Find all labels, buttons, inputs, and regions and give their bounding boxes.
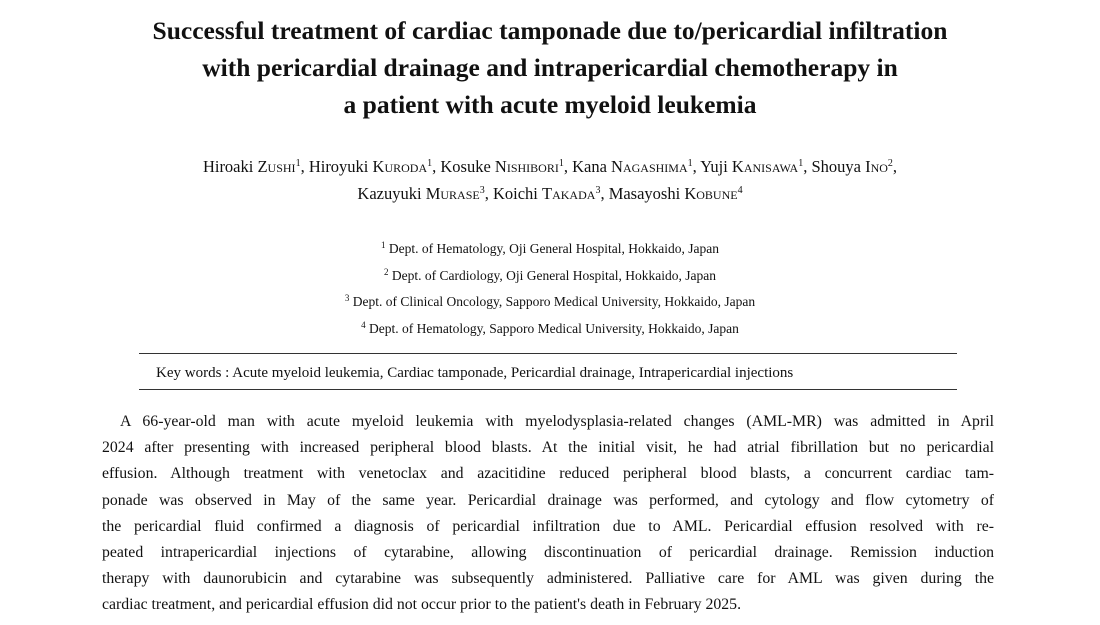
abstract-line: ponade was observed in May of the same year. Pericardial drainage was performed, and cytology and flow cytometry of (102, 491, 994, 509)
author: Kazuyuki Murase$^3$, (357, 184, 493, 203)
abstract-line: the pericardial fluid confirmed a diagnosis of pericardial infiltration due to AML. Pericardial effusion resolved with re- (102, 517, 994, 535)
affiliation-marker: 3 (595, 185, 601, 196)
affiliation-number: 1 (380, 240, 386, 250)
affiliation-list (0, 236, 1100, 342)
affiliation-marker: 1 (798, 158, 804, 169)
author-line (0, 180, 1100, 207)
author: Hiroaki Zushi$^1$, (202, 157, 309, 176)
affiliation: $^3$ Dept. of Clinical Oncology, Sapporo Medical University, Hokkaido, Japan (344, 293, 756, 309)
keywords-bottom-divider (139, 389, 957, 390)
author: Masayoshi Kobune$^4$ (608, 184, 743, 203)
affiliation: $^4$ Dept. of Hematology, Sapporo Medical University, Hokkaido, Japan (361, 319, 739, 336)
abstract-line: effusion. Although treatment with venetoclax and azacitidine reduced peripheral blood blasts, a concurrent cardiac tam- (102, 465, 994, 483)
abstract-line: 2024 after presenting with increased peripheral blood blasts. At the initial visit, he had atrial fibrillation but no pericardial (102, 439, 994, 457)
title-line: a patient with acute myeloid leukemia (343, 90, 757, 119)
affiliation: $^1$ Dept. of Hematology, Oji General Hospital, Hokkaido, Japan (380, 240, 720, 256)
affiliation-number: 3 (344, 293, 350, 303)
keywords-top-divider (139, 353, 957, 354)
affiliation-marker: 3 (479, 185, 485, 196)
abstract-line: cardiac treatment, and pericardial effusion did not occur prior to the patient's death in February 2025. (102, 596, 742, 614)
paper-title (0, 12, 1100, 123)
author: Koichi Takada$^3$, (492, 184, 609, 203)
affiliation-marker: 1 (687, 158, 693, 169)
author: Hiroyuki Kuroda$^1$, (308, 157, 441, 176)
author: Kana Nagashima$^1$, (572, 157, 701, 176)
affiliation-marker: 2 (887, 158, 893, 169)
affiliation-marker: 1 (427, 158, 433, 169)
author: Shouya Ino$^2$, (811, 157, 898, 176)
affiliation-number: 4 (361, 319, 366, 330)
abstract-line: A 66-year-old man with acute myeloid leukemia with myelodysplasia-related changes (AML-MR) was admitted in April (120, 413, 994, 430)
affiliation-marker: 1 (295, 158, 301, 169)
affiliation-number: 2 (383, 266, 389, 277)
abstract (102, 409, 994, 619)
title-line: Successful treatment of cardiac tamponade due to/pericardial infiltration (152, 16, 948, 45)
affiliation: $^2$ Dept. of Cardiology, Oji General Hospital, Hokkaido, Japan (383, 266, 717, 283)
title-line: with pericardial drainage and intrapericardial chemotherapy in (202, 53, 898, 82)
affiliation-marker: 1 (558, 158, 564, 169)
keywords: Key words : Acute myeloid leukemia, Cardiac tamponade, Pericardial drainage, Intrapericardial injections (156, 365, 794, 381)
author-line (0, 153, 1100, 180)
abstract-line: peated intrapericardial injections of cytarabine, allowing discontinuation of pericardial drainage. Remission induction (102, 544, 994, 562)
author: Yuji Kanisawa$^1$, (700, 157, 812, 176)
author-list (0, 153, 1100, 207)
author: Kosuke Nishibori$^1$, (440, 157, 573, 176)
affiliation-marker: 4 (737, 185, 743, 196)
abstract-line: therapy with daunorubicin and cytarabine was subsequently administered. Palliative care for AML was given during the (102, 570, 994, 588)
